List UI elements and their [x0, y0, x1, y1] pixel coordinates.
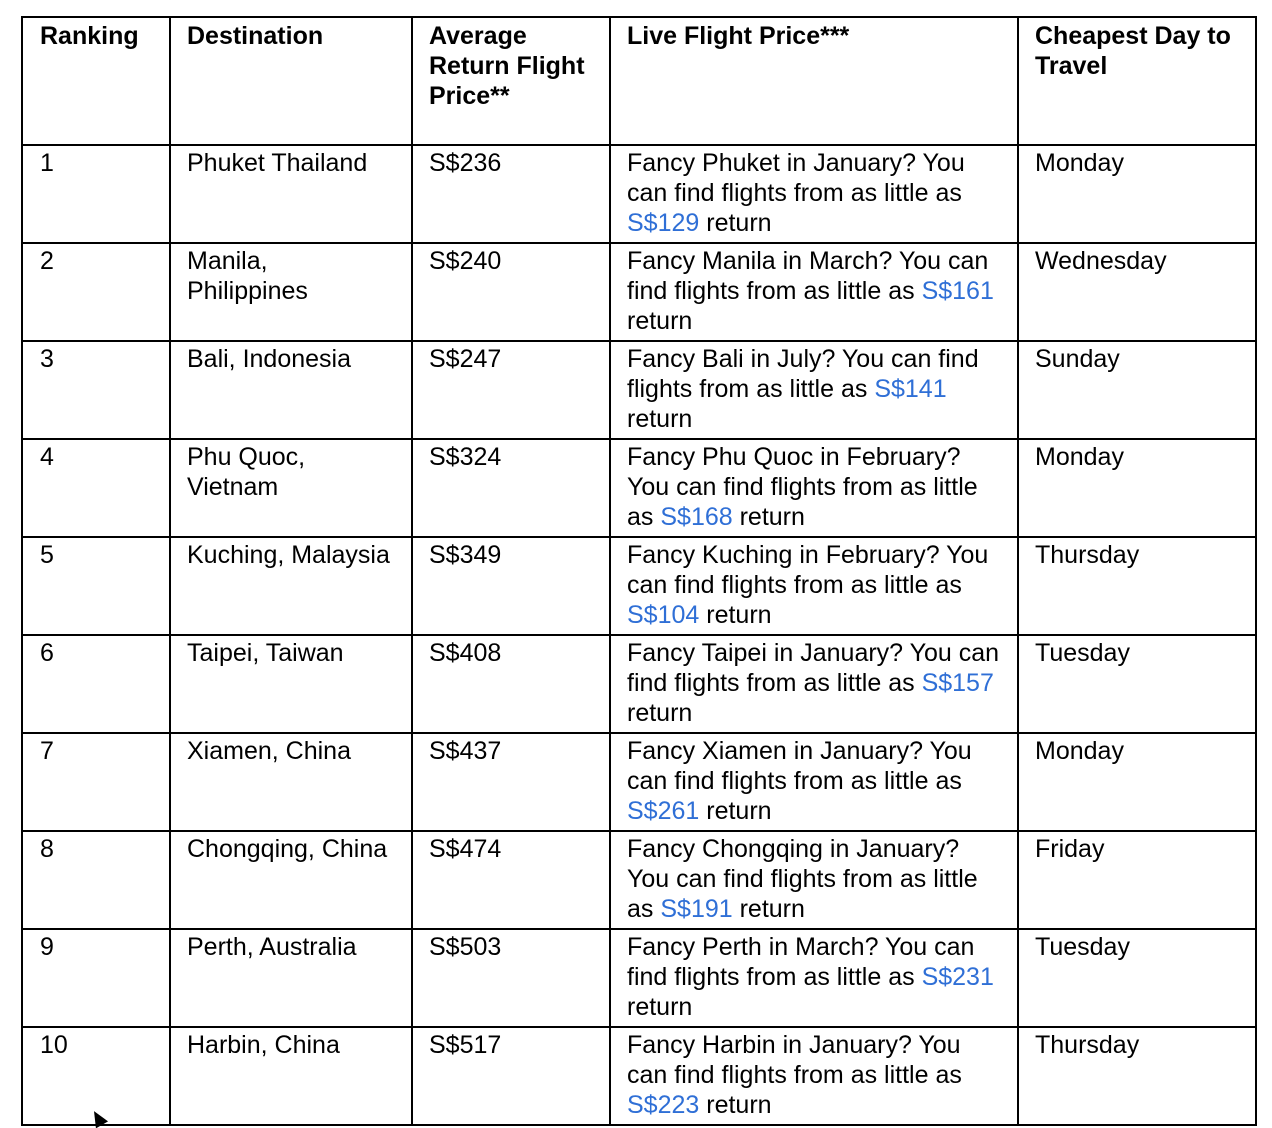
cell-ranking: 1: [22, 145, 170, 243]
live-price-text: Fancy Phu Quoc in February? You can find flights from as little as: [627, 443, 978, 531]
cell-ranking: 6: [22, 635, 170, 733]
cell-cheapest-day: Wednesday: [1018, 243, 1256, 341]
live-price-link[interactable]: S$141: [874, 375, 947, 403]
cell-average-price: S$503: [412, 929, 610, 1027]
cell-destination: Manila, Philippines: [170, 243, 412, 341]
cell-average-price: S$437: [412, 733, 610, 831]
table-row: [22, 537, 1256, 635]
live-price-text: Fancy Harbin in January? You can find flights from as little as: [627, 1031, 962, 1089]
cell-ranking: 3: [22, 341, 170, 439]
live-price-suffix: return: [699, 797, 772, 825]
live-price-link[interactable]: S$223: [627, 1091, 700, 1119]
table-row: [22, 1027, 1256, 1125]
flight-deals-table: [21, 16, 1257, 1126]
cell-average-price: S$240: [412, 243, 610, 341]
header-row: [22, 17, 1256, 145]
cell-average-price: S$236: [412, 145, 610, 243]
cell-ranking: 9: [22, 929, 170, 1027]
cell-destination: Harbin, China: [170, 1027, 412, 1125]
cell-average-price: S$474: [412, 831, 610, 929]
header-cheapest-day: Cheapest Day to Travel: [1018, 17, 1256, 145]
table-row: [22, 831, 1256, 929]
live-price-link[interactable]: S$191: [660, 895, 733, 923]
cell-ranking: 10: [22, 1027, 170, 1125]
cell-cheapest-day: Monday: [1018, 439, 1256, 537]
cell-cheapest-day: Sunday: [1018, 341, 1256, 439]
live-price-suffix: return: [627, 405, 693, 433]
cell-cheapest-day: Thursday: [1018, 1027, 1256, 1125]
table-row: [22, 733, 1256, 831]
cell-live-price: [610, 831, 1018, 929]
cell-cheapest-day: Tuesday: [1018, 929, 1256, 1027]
table-row: [22, 243, 1256, 341]
live-price-text: Fancy Taipei in January? You can find flights from as little as: [627, 639, 1000, 697]
cell-cheapest-day: Thursday: [1018, 537, 1256, 635]
cell-destination: Taipei, Taiwan: [170, 635, 412, 733]
live-price-link[interactable]: S$261: [627, 797, 700, 825]
table-row: [22, 145, 1256, 243]
cell-live-price: [610, 537, 1018, 635]
table-body: [22, 145, 1256, 1125]
live-price-link[interactable]: S$161: [921, 277, 994, 305]
live-price-link[interactable]: S$129: [627, 209, 700, 237]
live-price-suffix: return: [699, 209, 772, 237]
table-row: [22, 635, 1256, 733]
live-price-suffix: return: [732, 895, 805, 923]
live-price-suffix: return: [627, 307, 693, 335]
live-price-text: Fancy Phuket in January? You can find flights from as little as: [627, 149, 965, 207]
table-row: [22, 439, 1256, 537]
table-header: [22, 17, 1256, 145]
cell-live-price: [610, 439, 1018, 537]
header-destination: Destination: [170, 17, 412, 145]
live-price-text: Fancy Chongqing in January? You can find flights from as little as: [627, 835, 978, 923]
cell-average-price: S$408: [412, 635, 610, 733]
cell-live-price: [610, 1027, 1018, 1125]
header-ranking: Ranking: [22, 17, 170, 145]
cell-destination: Phu Quoc, Vietnam: [170, 439, 412, 537]
cell-live-price: [610, 929, 1018, 1027]
live-price-link[interactable]: S$104: [627, 601, 700, 629]
live-price-text: Fancy Xiamen in January? You can find flights from as little as: [627, 737, 972, 795]
live-price-link[interactable]: S$231: [921, 963, 994, 991]
cell-live-price: [610, 341, 1018, 439]
cell-live-price: [610, 635, 1018, 733]
cell-average-price: S$517: [412, 1027, 610, 1125]
table-row: [22, 341, 1256, 439]
cell-destination: Kuching, Malaysia: [170, 537, 412, 635]
live-price-link[interactable]: S$168: [660, 503, 733, 531]
cell-destination: Perth, Australia: [170, 929, 412, 1027]
cell-cheapest-day: Monday: [1018, 733, 1256, 831]
cell-destination: Phuket Thailand: [170, 145, 412, 243]
cell-ranking: 5: [22, 537, 170, 635]
cell-ranking: 2: [22, 243, 170, 341]
cell-cheapest-day: Monday: [1018, 145, 1256, 243]
live-price-suffix: return: [732, 503, 805, 531]
live-price-text: Fancy Perth in March? You can find flights from as little as: [627, 933, 975, 991]
cell-live-price: [610, 733, 1018, 831]
cell-live-price: [610, 243, 1018, 341]
live-price-suffix: return: [699, 601, 772, 629]
live-price-text: Fancy Bali in July? You can find flights from as little as: [627, 345, 979, 403]
cell-live-price: [610, 145, 1018, 243]
cell-destination: Xiamen, China: [170, 733, 412, 831]
live-price-link[interactable]: S$157: [921, 669, 994, 697]
cell-cheapest-day: Tuesday: [1018, 635, 1256, 733]
table-row: [22, 929, 1256, 1027]
cell-destination: Bali, Indonesia: [170, 341, 412, 439]
cell-cheapest-day: Friday: [1018, 831, 1256, 929]
live-price-text: Fancy Manila in March? You can find flights from as little as: [627, 247, 989, 305]
live-price-suffix: return: [699, 1091, 772, 1119]
cell-destination: Chongqing, China: [170, 831, 412, 929]
cell-ranking: 4: [22, 439, 170, 537]
cell-ranking: 7: [22, 733, 170, 831]
live-price-suffix: return: [627, 699, 693, 727]
cell-average-price: S$247: [412, 341, 610, 439]
cell-average-price: S$324: [412, 439, 610, 537]
live-price-text: Fancy Kuching in February? You can find flights from as little as: [627, 541, 989, 599]
live-price-suffix: return: [627, 993, 693, 1021]
header-average-price: Average Return Flight Price**: [412, 17, 610, 145]
header-live-price: Live Flight Price***: [610, 17, 1018, 145]
cell-average-price: S$349: [412, 537, 610, 635]
cell-ranking: 8: [22, 831, 170, 929]
